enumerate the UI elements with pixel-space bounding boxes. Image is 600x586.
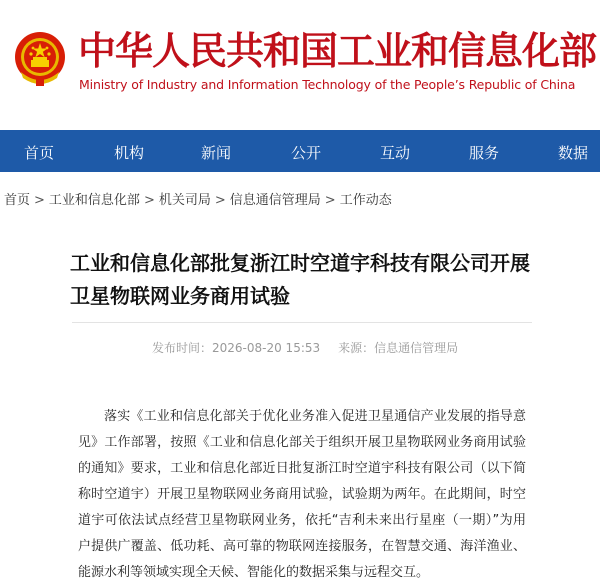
breadcrumb-separator: > <box>324 193 336 208</box>
article-paragraph: 落实《工业和信息化部关于优化业务准入促进卫星通信产业发展的指导意见》工作部署，按照《工业和信息化部关于组织开展卫星物联网业务商用试验的通知》要求，工业和信息化部近日批复浙江时空道宇科技有限公司（以下简称时空道宇）开展卫星物联网业务商用试验，试验期为两年。在此期间，时空道宇可依法试点经营卫星物联网业务，依托“吉利未来出行星座（一期）”为用户提供广覆盖、低功耗、高可靠的物联网连接服务，在智慧交通、海洋渔业、能源水利等领域实现全天候、智能化的数据采集与远程交互。 <box>78 409 526 580</box>
breadcrumb-work-news[interactable]: 工作动态 <box>339 193 392 208</box>
site-title-en[interactable]: Ministry of Industry and Information Technology of the People’s Republic of China <box>79 77 576 92</box>
breadcrumb-home[interactable]: 首页 <box>4 193 31 208</box>
main-nav <box>0 130 600 172</box>
nav-item-home[interactable]: 首页 <box>24 144 55 162</box>
nav-item-organization[interactable]: 机构 <box>114 144 145 162</box>
breadcrumb-separator: > <box>214 193 226 208</box>
breadcrumb-bureau[interactable]: 信息通信管理局 <box>229 193 321 208</box>
breadcrumb <box>4 189 392 208</box>
nav-item-services[interactable]: 服务 <box>469 144 500 162</box>
title-divider <box>72 322 532 323</box>
article-meta <box>152 339 458 356</box>
publish-time: 发布时间：2026-08-20 15:53 <box>152 341 321 355</box>
nav-item-data[interactable]: 数据 <box>558 144 589 162</box>
site-title-cn[interactable]: 中华人民共和国工业和信息化部 <box>78 29 597 73</box>
site-header <box>0 0 600 130</box>
breadcrumb-departments[interactable]: 机关司局 <box>158 193 211 208</box>
article-title: 工业和信息化部批复浙江时空道宇科技有限公司开展卫星物联网业务商用试验 <box>70 251 530 308</box>
breadcrumb-separator: > <box>143 193 155 208</box>
breadcrumb-separator: > <box>34 193 45 208</box>
nav-item-public[interactable]: 公开 <box>291 144 322 162</box>
breadcrumb-ministry[interactable]: 工业和信息化部 <box>48 193 140 208</box>
national-emblem-icon[interactable] <box>13 30 67 88</box>
article-source: 来源：信息通信管理局 <box>338 341 459 355</box>
nav-item-interaction[interactable]: 互动 <box>380 144 411 162</box>
nav-item-news[interactable]: 新闻 <box>201 144 232 162</box>
